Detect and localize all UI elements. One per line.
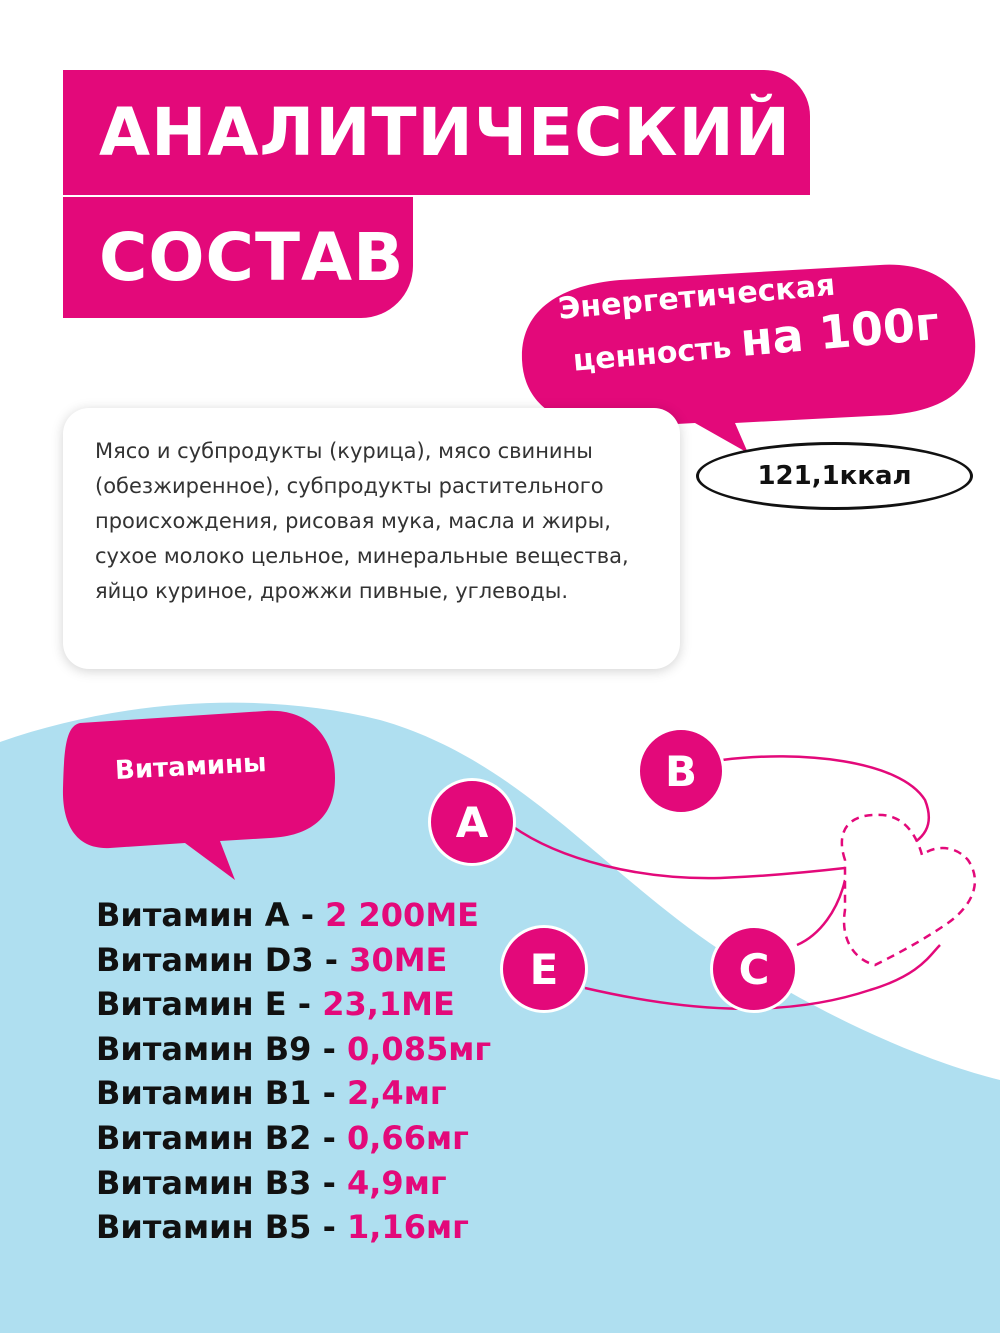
vitamin-name: Витамин В1	[96, 1074, 312, 1113]
composition-card: Мясо и субпродукты (курица), мясо свинины (обезжиренное), субпродукты растительного происхождения, рисовая мука, масла и жиры, сухое молоко цельное, минеральные вещества, яйцо куриное, дрожжи пивные, углеводы.	[63, 408, 680, 669]
energy-label-small: ценность	[571, 330, 733, 379]
vitamin-item	[96, 1071, 491, 1116]
vitamins-title: Витамины	[114, 748, 268, 786]
vitamin-value: 0,085мг	[347, 1029, 492, 1068]
vitamin-value: 4,9мг	[347, 1163, 447, 1202]
title-line-2: СОСТАВ	[63, 197, 413, 318]
vitamin-name: Витамин В3	[96, 1163, 312, 1202]
vitamin-name: Витамин В9	[96, 1029, 312, 1068]
vitamin-item	[96, 1116, 491, 1161]
energy-value-badge: 121,1ккал	[696, 442, 973, 510]
vitamin-c-circle: C	[710, 925, 798, 1013]
vitamin-item	[96, 1027, 491, 1072]
vitamin-separator: -	[311, 1163, 347, 1202]
energy-label-big: на 100г	[738, 295, 942, 367]
vitamin-value: 30МЕ	[349, 940, 448, 979]
vitamin-item	[96, 1161, 491, 1206]
vitamin-separator: -	[311, 1029, 347, 1068]
vitamin-value: 23,1МЕ	[322, 985, 455, 1024]
energy-label-line1: Энергетическая	[556, 267, 837, 327]
vitamin-separator: -	[289, 896, 326, 934]
vitamin-value: 2,4мг	[347, 1074, 447, 1113]
vitamin-name: Витамин D3	[96, 940, 314, 979]
vitamin-name: Витамин В5	[96, 1208, 312, 1247]
vitamins-speech-bubble	[60, 708, 360, 888]
vitamin-b-circle: B	[637, 727, 725, 815]
vitamin-item	[96, 893, 491, 938]
vitamin-a-circle: A	[428, 778, 516, 866]
vitamin-list	[96, 893, 491, 1250]
vitamin-separator: -	[311, 1208, 347, 1247]
vitamin-e-circle: E	[500, 925, 588, 1013]
vitamin-separator: -	[286, 985, 323, 1024]
vitamin-value: 1,16мг	[347, 1208, 469, 1247]
vitamin-value: 2 200МЕ	[325, 896, 480, 934]
vitamin-separator: -	[313, 940, 350, 979]
vitamin-separator: -	[311, 1118, 347, 1157]
vitamin-separator: -	[311, 1074, 347, 1113]
vitamin-item	[96, 938, 491, 983]
title-line-1: АНАЛИТИЧЕСКИЙ	[63, 70, 810, 195]
vitamin-item	[96, 982, 491, 1027]
vitamin-value: 0,66мг	[347, 1118, 469, 1157]
vitamin-name: Витамин А	[96, 896, 290, 934]
vitamin-item	[96, 1205, 491, 1250]
vitamin-name: Витамин Е	[96, 985, 287, 1024]
vitamin-name: Витамин В2	[96, 1118, 312, 1157]
